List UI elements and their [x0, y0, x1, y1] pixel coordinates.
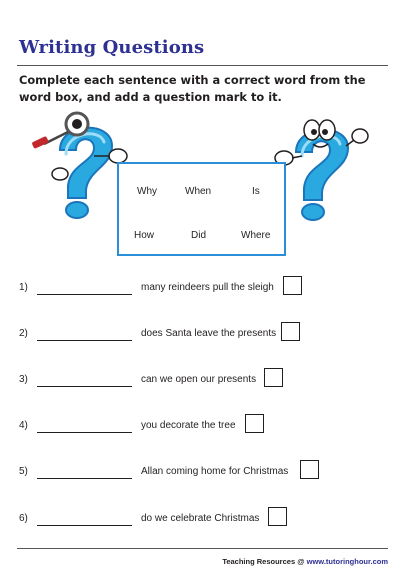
worksheet-title: Writing Questions [19, 37, 205, 58]
question-row [0, 414, 405, 438]
word-box-word: How [134, 230, 155, 241]
question-text: do we celebrate Christmas [141, 513, 260, 524]
answer-blank[interactable] [37, 386, 132, 387]
footer-link[interactable]: www.tutoringhour.com [306, 557, 388, 566]
footer-label: Teaching Resources @ [222, 557, 305, 566]
answer-blank[interactable] [37, 478, 132, 479]
question-row [0, 507, 405, 531]
word-box-word: When [185, 186, 212, 197]
footer-divider [17, 548, 388, 549]
punctuation-box[interactable] [283, 276, 302, 295]
question-text: you decorate the tree [141, 420, 236, 431]
question-number: 1) [19, 282, 28, 293]
question-text: Allan coming home for Christmas [141, 466, 289, 477]
punctuation-box[interactable] [300, 460, 319, 479]
question-number: 5) [19, 466, 28, 477]
question-row [0, 368, 405, 392]
punctuation-box[interactable] [245, 414, 264, 433]
punctuation-box[interactable] [281, 322, 300, 341]
punctuation-box[interactable] [264, 368, 283, 387]
word-box-word: Why [137, 186, 157, 197]
question-text: does Santa leave the presents [141, 328, 277, 339]
question-row [0, 276, 405, 300]
question-row [0, 322, 405, 346]
answer-blank[interactable] [37, 294, 132, 295]
answer-blank[interactable] [37, 525, 132, 526]
footer [222, 557, 388, 566]
punctuation-box[interactable] [268, 507, 287, 526]
question-text: many reindeers pull the sleigh [141, 282, 274, 293]
word-box-word: Where [241, 230, 271, 241]
question-text: can we open our presents [141, 374, 257, 385]
word-box-word: Did [191, 230, 207, 241]
question-number: 6) [19, 513, 28, 524]
title-divider [17, 65, 388, 66]
question-number: 2) [19, 328, 28, 339]
instructions-text: Complete each sentence with a correct word from the word box, and add a question mark to it. [19, 73, 366, 104]
answer-blank[interactable] [37, 340, 132, 341]
question-number: 3) [19, 374, 28, 385]
word-box-word: Is [252, 186, 260, 197]
answer-blank[interactable] [37, 432, 132, 433]
question-row [0, 460, 405, 484]
question-number: 4) [19, 420, 28, 431]
word-box [117, 162, 286, 256]
